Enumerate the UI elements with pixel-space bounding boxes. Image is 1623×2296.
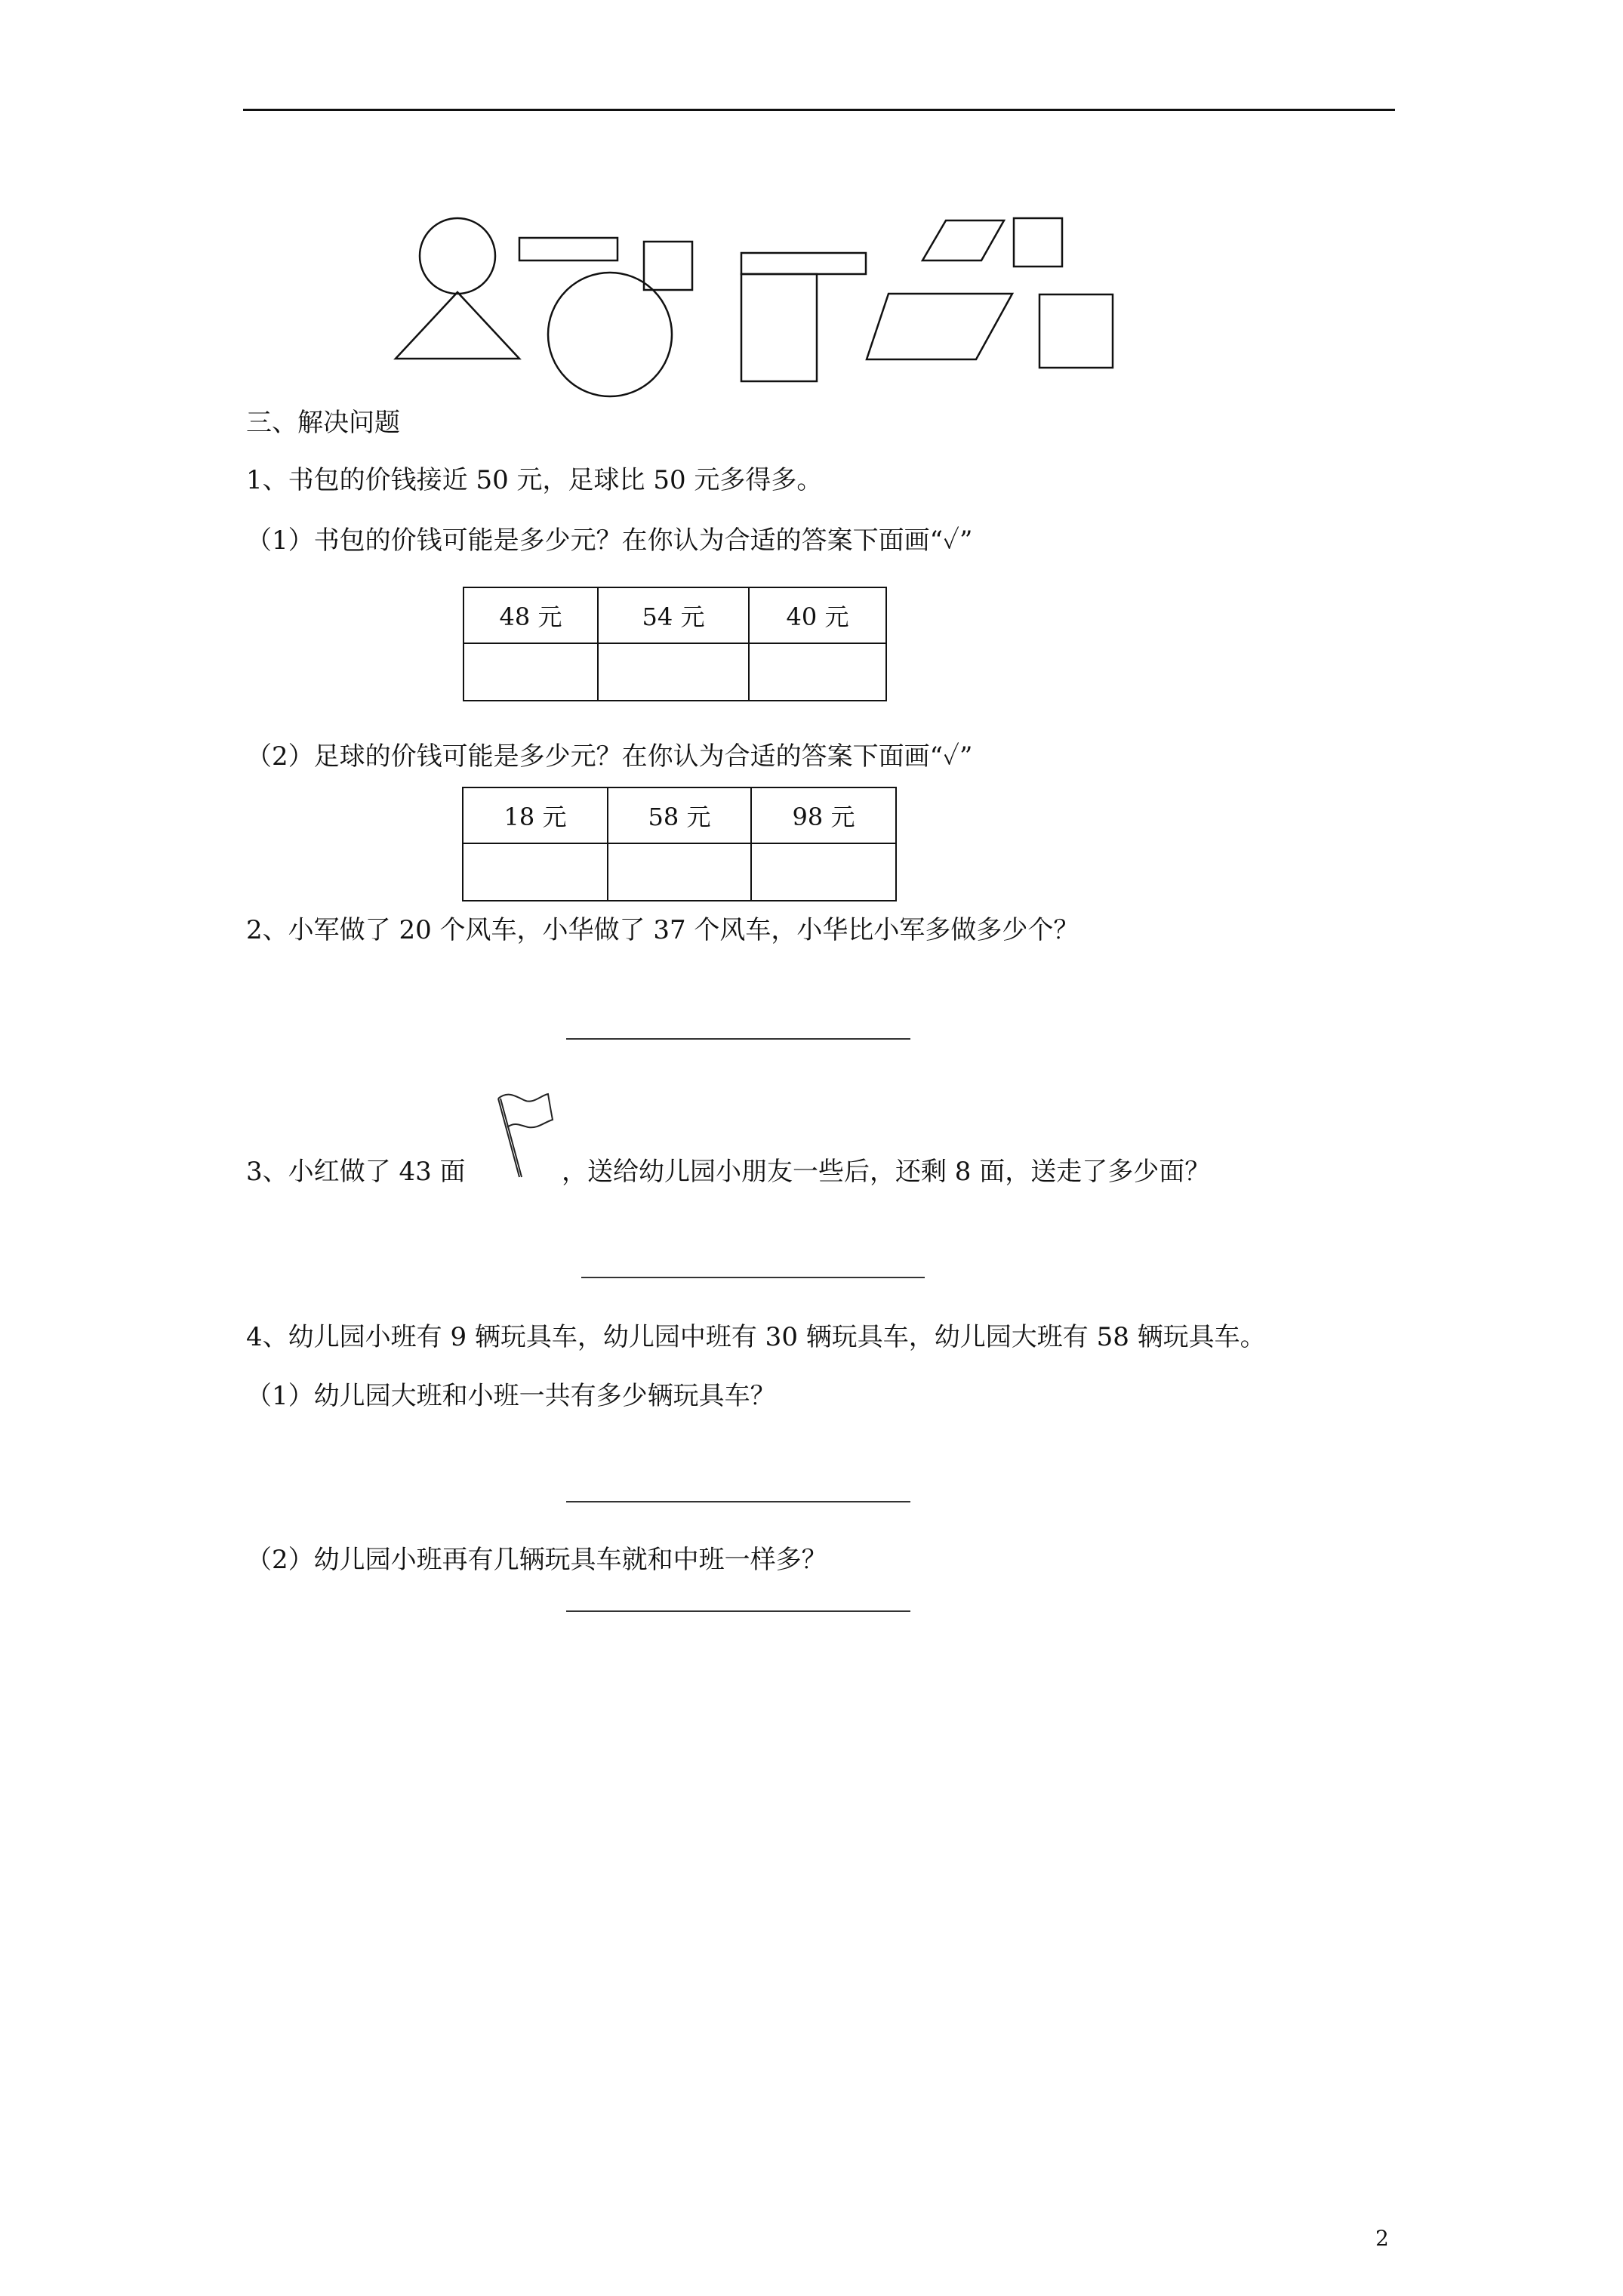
answer-cell-48[interactable] <box>463 643 598 701</box>
header-rule <box>243 109 1395 111</box>
bag-price-table <box>463 587 887 701</box>
horizontal-rectangle-shape <box>741 253 866 274</box>
table-row <box>463 643 886 701</box>
question-1-sub-1: （1）书包的价钱可能是多少元？在你认为合适的答案下面画“✓” <box>246 525 973 556</box>
price-option-98: 98 元 <box>751 787 896 843</box>
question-4-sub-2: （2）幼儿园小班再有几辆玩具车就和中班一样多？ <box>246 1545 827 1575</box>
price-option-54: 54 元 <box>598 587 749 643</box>
answer-line-q4-2[interactable] <box>566 1610 910 1612</box>
price-option-58: 58 元 <box>608 787 751 843</box>
question-3-text-end: ，送给幼儿园小朋友一些后，还剩 8 面，送走了多少面？ <box>562 1157 1211 1187</box>
price-option-40: 40 元 <box>749 587 886 643</box>
question-4-sub-1: （1）幼儿园大班和小班一共有多少辆玩具车？ <box>246 1381 776 1411</box>
large-parallelogram-shape <box>867 294 1012 359</box>
price-option-48: 48 元 <box>463 587 598 643</box>
answer-cell-58[interactable] <box>608 843 751 901</box>
answer-line-q2[interactable] <box>566 1038 910 1040</box>
page-number: 2 <box>1375 2226 1389 2251</box>
shapes-figure <box>385 215 1140 411</box>
triangle-shape <box>396 292 519 359</box>
question-4-text: 4、幼儿园小班有 9 辆玩具车，幼儿园中班有 30 辆玩具车，幼儿园大班有 58 辆玩具车。 <box>246 1322 1266 1352</box>
large-circle-shape <box>548 273 672 396</box>
answer-cell-54[interactable] <box>598 643 749 701</box>
small-parallelogram-shape <box>922 220 1004 260</box>
answer-cell-40[interactable] <box>749 643 886 701</box>
flag-icon <box>489 1089 554 1188</box>
question-1-text: 1、书包的价钱接近 50 元，足球比 50 元多得多。 <box>246 465 823 495</box>
question-3-text-start: 3、小红做了 43 面 <box>246 1157 466 1187</box>
tall-rectangle-shape <box>741 274 817 381</box>
question-2-text: 2、小军做了 20 个风车，小华做了 37 个风车，小华比小军多做多少个？ <box>246 915 1079 945</box>
table-row <box>463 587 886 643</box>
answer-line-q3[interactable] <box>581 1277 925 1278</box>
price-option-18: 18 元 <box>463 787 608 843</box>
answer-cell-98[interactable] <box>751 843 896 901</box>
answer-cell-18[interactable] <box>463 843 608 901</box>
large-square-shape <box>1039 294 1113 368</box>
section-title: 三、解决问题 <box>246 408 400 438</box>
small-square-shape <box>644 242 692 290</box>
table-row <box>463 843 896 901</box>
small-circle-shape <box>420 218 495 294</box>
square-shape <box>1014 218 1062 267</box>
table-row <box>463 787 896 843</box>
answer-line-q4-1[interactable] <box>566 1501 910 1502</box>
ball-price-table <box>462 787 897 901</box>
long-rectangle-shape <box>519 238 617 260</box>
question-1-sub-2: （2）足球的价钱可能是多少元？在你认为合适的答案下面画“✓” <box>246 741 973 772</box>
